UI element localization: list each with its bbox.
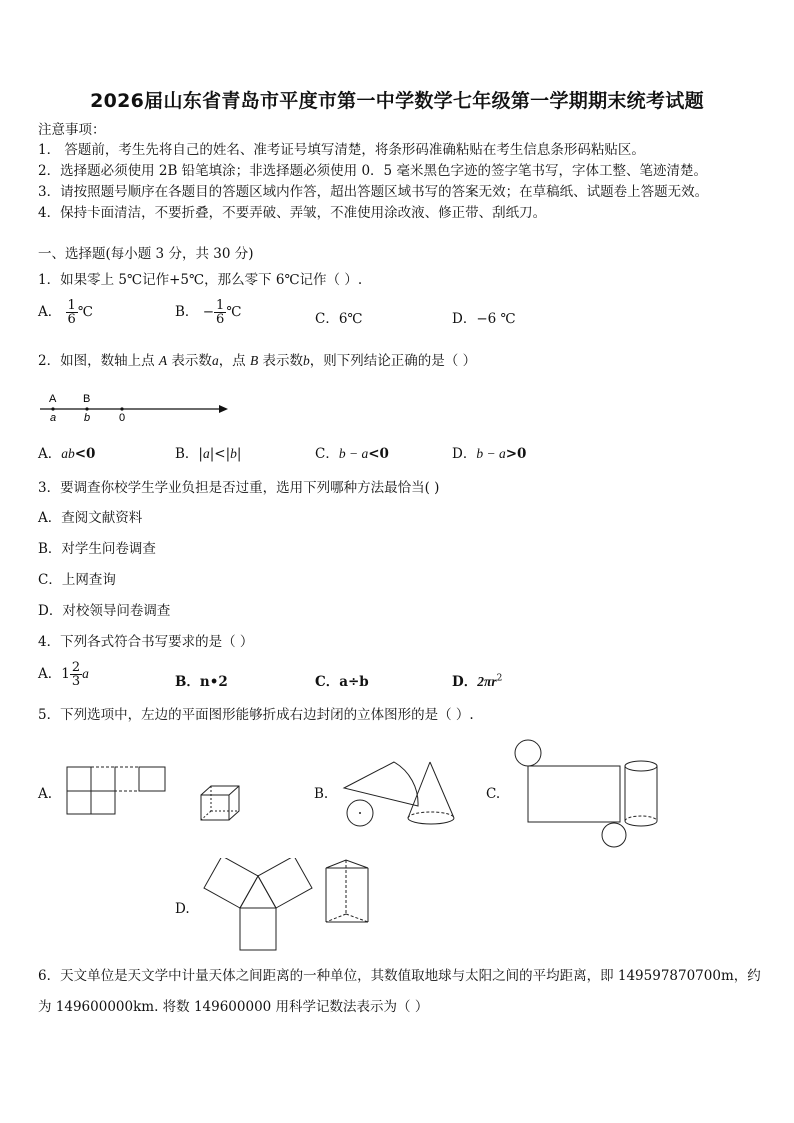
- notice-item-3: 3．请按照题号顺序在各题目的答题区域内作答，超出答题区域书写的答案无效；在草稿纸、试题卷上答题无效。: [38, 184, 709, 200]
- q5-c-cylinder-figure: [622, 757, 662, 831]
- q6-line-2: 为 149600000km. 将数 149600000 用科学记数法表示为（ ）: [38, 999, 429, 1015]
- q2-option-d: D．b − a>0: [452, 446, 527, 462]
- q3-option-d: D．对校领导问卷调查: [38, 603, 171, 619]
- q4-option-d: D．$2\pi r^2$: [452, 673, 503, 690]
- q1-option-d: D．−6 ℃: [452, 311, 516, 327]
- q5-d-prism-net-figure: [200, 858, 316, 954]
- q3-option-c: C．上网查询: [38, 572, 116, 588]
- q4-option-a: A．1 $\frac{2}{3}$ a: [38, 660, 89, 689]
- q2-option-c: C．b − a<0: [315, 446, 389, 462]
- q6-line-1: 6．天文单位是天文学中计量天体之间距离的一种单位，其数值取地球与太阳之间的平均距离，即 149597870700m，约: [38, 968, 761, 984]
- page-title: 2026届山东省青岛市平度市第一中学数学七年级第一学期期末统考试题: [90, 90, 704, 112]
- label-var-b: b: [84, 412, 91, 424]
- point-a: [51, 407, 54, 410]
- label-A: A: [49, 393, 57, 405]
- q5-b-cone-figure: [404, 758, 462, 828]
- notice-item-2: 2．选择题必须使用 2B 铅笔填涂；非选择题必须使用 0．5 毫米黑色字迹的签字笔书写，字体工整、笔迹清楚。: [38, 163, 707, 179]
- q5-c-cylinder-net-figure: [508, 738, 632, 848]
- q5-label-d: D.: [175, 901, 190, 917]
- label-var-a: a: [50, 412, 57, 424]
- q5-d-prism-figure: [322, 858, 374, 932]
- q5-a-cube-figure: [198, 783, 244, 823]
- q5-label-a: A.: [38, 786, 53, 802]
- section-heading: 一、选择题(每小题 3 分，共 30 分): [38, 246, 254, 262]
- q1-option-a: A． $\frac{1}{6}$ ℃: [38, 298, 93, 327]
- q1-option-c: C．6℃: [315, 311, 363, 327]
- q4-option-c: C．a÷b: [315, 674, 369, 690]
- notice-item-4: 4．保持卡面清洁，不要折叠，不要弄破、弄皱，不准使用涂改液、修正带、刮纸刀。: [38, 205, 547, 221]
- q5-a-net-figure: [66, 766, 170, 816]
- q4-stem: 4．下列各式符合书写要求的是（ ）: [38, 634, 254, 650]
- q5-stem: 5．下列选项中，左边的平面图形能够折成右边封闭的立体图形的是（ ）.: [38, 707, 474, 723]
- label-zero: 0: [119, 412, 126, 424]
- arrow-icon: [219, 405, 228, 413]
- point-b: [85, 407, 88, 410]
- q2-option-a: A．ab<0: [38, 446, 96, 462]
- q5-label-b: B.: [314, 786, 329, 802]
- q3-option-a: A．查阅文献资料: [38, 510, 143, 526]
- notice-item-1: 1． 答题前，考生先将自己的姓名、准考证号填写清楚，将条形码准确粘贴在考生信息条形码粘贴区。: [38, 142, 645, 158]
- number-line-figure: [36, 388, 236, 428]
- q3-option-b: B．对学生问卷调查: [38, 541, 156, 557]
- q2-stem: 2．如图，数轴上点 A 表示数a，点 B 表示数b，则下列结论正确的是（ ）: [38, 353, 477, 369]
- q4-option-b: B．n•2: [175, 674, 228, 690]
- q5-label-c: C.: [486, 786, 501, 802]
- q1-option-b: B． − $\frac{1}{6}$ ℃: [175, 298, 242, 327]
- label-B: B: [83, 393, 91, 405]
- point-origin: [120, 407, 123, 410]
- q3-stem: 3．要调查你校学生学业负担是否过重，选用下列哪种方法最恰当( ): [38, 480, 440, 496]
- q2-option-b: B．|a|<|b|: [175, 446, 242, 462]
- notice-heading: 注意事项：: [38, 122, 106, 138]
- q1-stem: 1．如果零上 5℃记作+5℃，那么零下 6℃记作（ ）.: [38, 272, 363, 288]
